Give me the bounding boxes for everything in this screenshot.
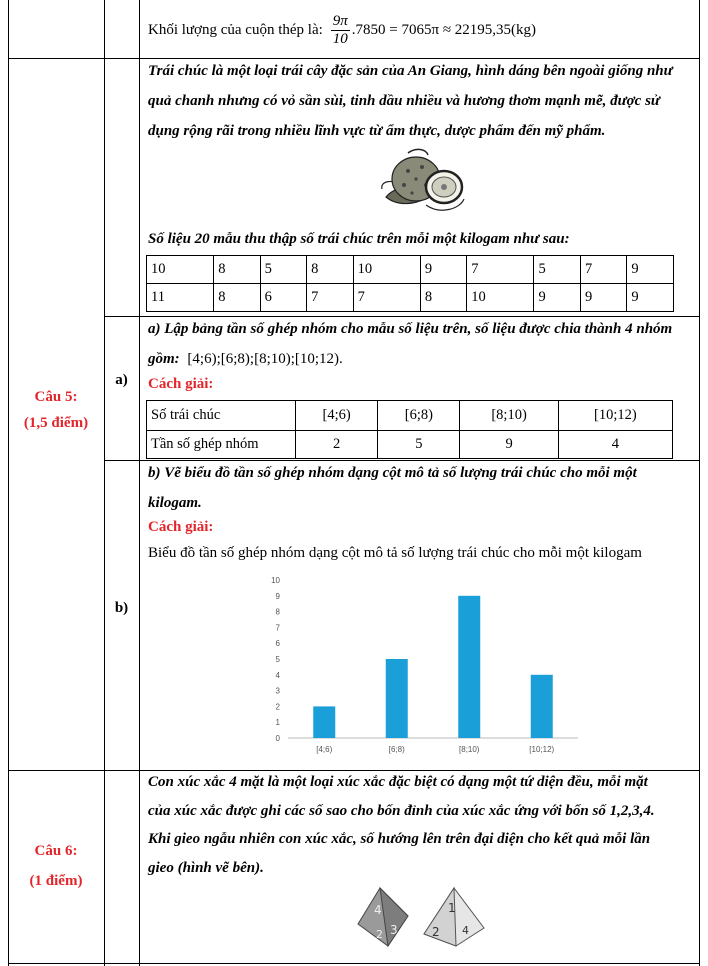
tetrahedral-dice-illustration	[352, 884, 492, 950]
y-tick-label: 5	[275, 655, 280, 664]
sample-cell: 5	[260, 256, 306, 284]
svg-text:2: 2	[432, 925, 440, 939]
y-tick-label: 9	[275, 591, 280, 601]
y-tick-label: 6	[275, 639, 280, 649]
q6-line-1: Con xúc xắc 4 mặt là một loại xúc xắc đặc biệt có dạng một tứ diện đều, mỗi mặt	[148, 774, 648, 790]
svg-text:1: 1	[448, 901, 456, 915]
sample-cell: 9	[627, 284, 674, 312]
sample-cell: 9	[534, 284, 580, 312]
bar	[458, 596, 480, 738]
y-tick-label: 0	[275, 734, 280, 743]
sample-cell: 8	[420, 284, 466, 312]
fraction-denominator: 10	[332, 30, 348, 47]
trai-chuc-fruit-illustration	[378, 145, 470, 217]
question-5-points: (1,5 điểm)	[23, 415, 89, 431]
sample-cell: 5	[534, 256, 580, 284]
frequency-cell: 5	[378, 431, 460, 459]
frequency-cell: 9	[460, 431, 558, 459]
part-a-line-2-prefix: gồm:	[148, 351, 180, 367]
y-tick-label: 7	[275, 623, 280, 633]
sample-cell: 10	[147, 256, 214, 284]
formula-rest: .7850 = 7065π ≈ 22195,35(kg)	[351, 21, 537, 38]
question-5-label	[8, 384, 104, 436]
sample-cell: 9	[627, 256, 674, 284]
frequency-bar-chart	[268, 572, 588, 762]
sample-cell: 10	[467, 284, 534, 312]
x-tick-label: [10;12)	[529, 745, 555, 754]
y-tick-label: 4	[275, 670, 280, 680]
part-a-question	[148, 314, 696, 374]
part-a-label: a)	[115, 372, 128, 388]
svg-text:4: 4	[462, 924, 469, 937]
part-a-line-1: a) Lập bảng tần số ghép nhóm cho mẫu số liệu trên, số liệu được chia thành 4 nhóm	[148, 321, 673, 337]
part-a-groups: [4;6);[6;8);[8;10);[10;12).	[187, 351, 343, 367]
sample-cell: 7	[580, 256, 626, 284]
question-6-points: (1 điểm)	[29, 873, 83, 889]
sample-cell: 9	[420, 256, 466, 284]
bar	[531, 675, 553, 738]
border-right	[699, 0, 700, 966]
sample-cell: 6	[260, 284, 306, 312]
intro-line-3: dụng rộng rãi trong nhiều lĩnh vực từ ẩm thực, dược phẩm đến mỹ phẩm.	[148, 123, 606, 139]
sample-cell: 8	[307, 256, 353, 284]
frequency-value-row	[147, 431, 673, 459]
y-tick-label: 3	[275, 686, 280, 696]
question-5-title: Câu 5:	[34, 389, 78, 405]
samples-row-2	[147, 284, 674, 312]
bar	[313, 706, 335, 738]
sample-cell: 7	[353, 284, 420, 312]
intro-line-1: Trái chúc là một loại trái cây đặc sản của An Giang, hình dáng bên ngoài giống như	[148, 63, 673, 79]
fraction-numerator: 9π	[332, 12, 348, 29]
part-b-label: b)	[114, 600, 129, 616]
svg-text:4: 4	[374, 903, 382, 917]
question-6-label	[8, 836, 104, 896]
frequency-header-label: Số trái chúc	[147, 401, 296, 431]
part-b-solution-label: Cách giải:	[148, 519, 214, 535]
bar	[386, 659, 408, 738]
x-tick-label: [8;10)	[459, 745, 480, 754]
sample-cell: 8	[214, 284, 260, 312]
sample-cell: 10	[353, 256, 420, 284]
samples-table	[146, 255, 674, 312]
part-b-question	[148, 458, 696, 518]
frequency-cell: 4	[558, 431, 672, 459]
border-col2	[139, 0, 140, 966]
question-6-title: Câu 6:	[34, 843, 78, 859]
border-col1	[104, 0, 105, 966]
steel-mass-formula	[148, 10, 536, 50]
sample-cell: 9	[580, 284, 626, 312]
frequency-cell: 2	[296, 431, 378, 459]
part-b-line-1: b) Vẽ biểu đồ tần số ghép nhóm dạng cột mô tả số lượng trái chúc cho mỗi một	[148, 465, 637, 481]
part-a-solution-label: Cách giải:	[148, 376, 214, 392]
question-6-text	[148, 768, 696, 882]
sample-cell: 7	[467, 256, 534, 284]
q6-line-3: Khi gieo ngẫu nhiên con xúc xắc, số hướng lên trên đại diện cho kết quả mỗi lần	[148, 831, 651, 847]
border-left	[8, 0, 9, 966]
frequency-row-label: Tần số ghép nhóm	[147, 431, 296, 459]
fraction	[331, 13, 350, 48]
border-bottom	[8, 963, 700, 964]
group-cell: [8;10)	[460, 401, 558, 431]
sample-cell: 11	[147, 284, 214, 312]
q6-line-4: gieo (hình vẽ bên).	[148, 859, 264, 876]
x-tick-label: [4;6)	[316, 745, 333, 754]
samples-caption: Số liệu 20 mẫu thu thập số trái chúc trên mỗi một kilogam như sau:	[148, 231, 570, 247]
svg-text:3: 3	[390, 923, 398, 937]
samples-row-1	[147, 256, 674, 284]
y-tick-label: 8	[275, 607, 280, 617]
group-cell: [6;8)	[378, 401, 460, 431]
y-tick-label: 10	[271, 576, 280, 585]
part-b-line-2: kilogam.	[148, 495, 202, 511]
group-cell: [10;12)	[558, 401, 672, 431]
chart-caption: Biểu đồ tần số ghép nhóm dạng cột mô tả số lượng trái chúc cho mỗi một kilogam	[148, 545, 642, 561]
frequency-table	[146, 400, 673, 459]
intro-line-2: quả chanh nhưng có vỏ sần sùi, tinh dầu nhiều và hương thơm mạnh mẽ, được sử	[148, 93, 660, 109]
x-tick-label: [6;8)	[388, 745, 405, 754]
y-tick-label: 1	[275, 718, 280, 728]
svg-text:2: 2	[376, 928, 383, 941]
formula-prefix: Khối lượng của cuộn thép là:	[148, 21, 323, 38]
q6-line-2: của xúc xắc được ghi các số sao cho bốn đỉnh của xúc xắc ứng với bốn số 1,2,3,4.	[148, 802, 655, 819]
sample-cell: 8	[214, 256, 260, 284]
group-cell: [4;6)	[296, 401, 378, 431]
sample-cell: 7	[307, 284, 353, 312]
frequency-header-row	[147, 401, 673, 431]
question-5-intro	[148, 56, 696, 146]
y-tick-label: 2	[275, 702, 280, 712]
